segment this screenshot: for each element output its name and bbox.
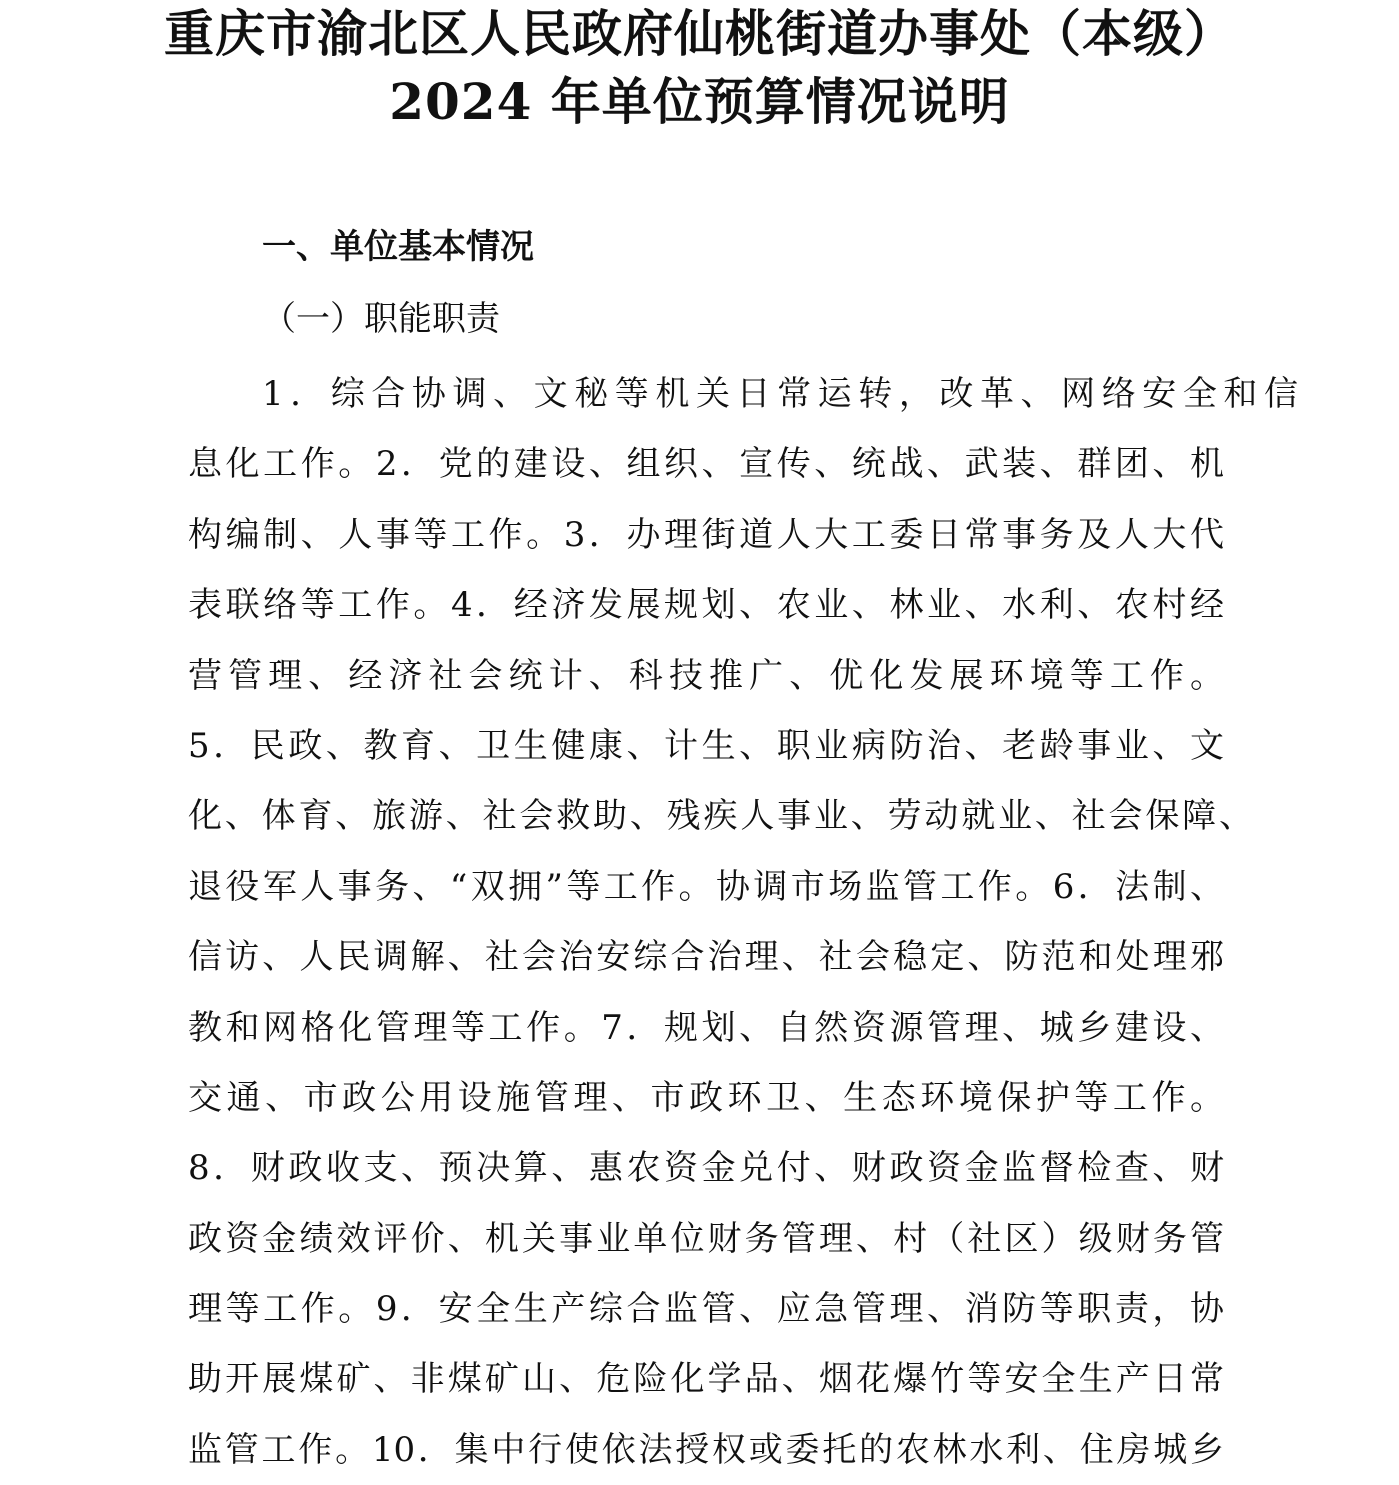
body-line: 信访、人民调解、社会治安综合治理、社会稳定、防范和处理邪 <box>188 937 1224 978</box>
body-line: 理等工作。9．安全生产综合监管、应急管理、消防等职责，协 <box>188 1289 1224 1330</box>
body-line: 8．财政收支、预决算、惠农资金兑付、财政资金监督检查、财 <box>188 1148 1224 1189</box>
body-line: 教和网格化管理等工作。7．规划、自然资源管理、城乡建设、 <box>188 1007 1224 1048</box>
body-line: 政资金绩效评价、机关事业单位财务管理、村（社区）级财务管 <box>188 1218 1224 1259</box>
body-line: 交通、市政公用设施管理、市政环卫、生态环境保护等工作。 <box>188 1077 1224 1118</box>
body-line: 1．综合协调、文秘等机关日常运转，改革、网络安全和信 <box>262 374 1298 414</box>
body-line: 营管理、经济社会统计、科技推广、优化发展环境等工作。 <box>188 655 1224 696</box>
body-text <box>188 359 1298 1485</box>
body-line: 5．民政、教育、卫生健康、计生、职业病防治、老龄事业、文 <box>188 725 1224 766</box>
subsection-heading: （一）职能职责 <box>262 299 500 339</box>
body-line: 息化工作。2．党的建设、组织、宣传、统战、武装、群团、机 <box>188 444 1224 485</box>
document-title-line-1: 重庆市渝北区人民政府仙桃街道办事处（本级） <box>164 4 1235 63</box>
document-title-line-2: 2024 年单位预算情况说明 <box>389 72 1010 131</box>
section-heading: 一、单位基本情况 <box>262 227 534 267</box>
body-line: 助开展煤矿、非煤矿山、危险化学品、烟花爆竹等安全生产日常 <box>188 1359 1224 1400</box>
body-line: 监管工作。10．集中行使依法授权或委托的农林水利、住房城乡 <box>188 1429 1224 1470</box>
body-line: 化、体育、旅游、社会救助、残疾人事业、劳动就业、社会保障、 <box>188 796 1253 837</box>
body-line: 退役军人事务、“双拥”等工作。协调市场监管工作。6．法制、 <box>188 866 1224 907</box>
body-line: 构编制、人事等工作。3．办理街道人大工委日常事务及人大代 <box>188 514 1224 555</box>
body-line: 表联络等工作。4．经济发展规划、农业、林业、水利、农村经 <box>188 585 1224 626</box>
